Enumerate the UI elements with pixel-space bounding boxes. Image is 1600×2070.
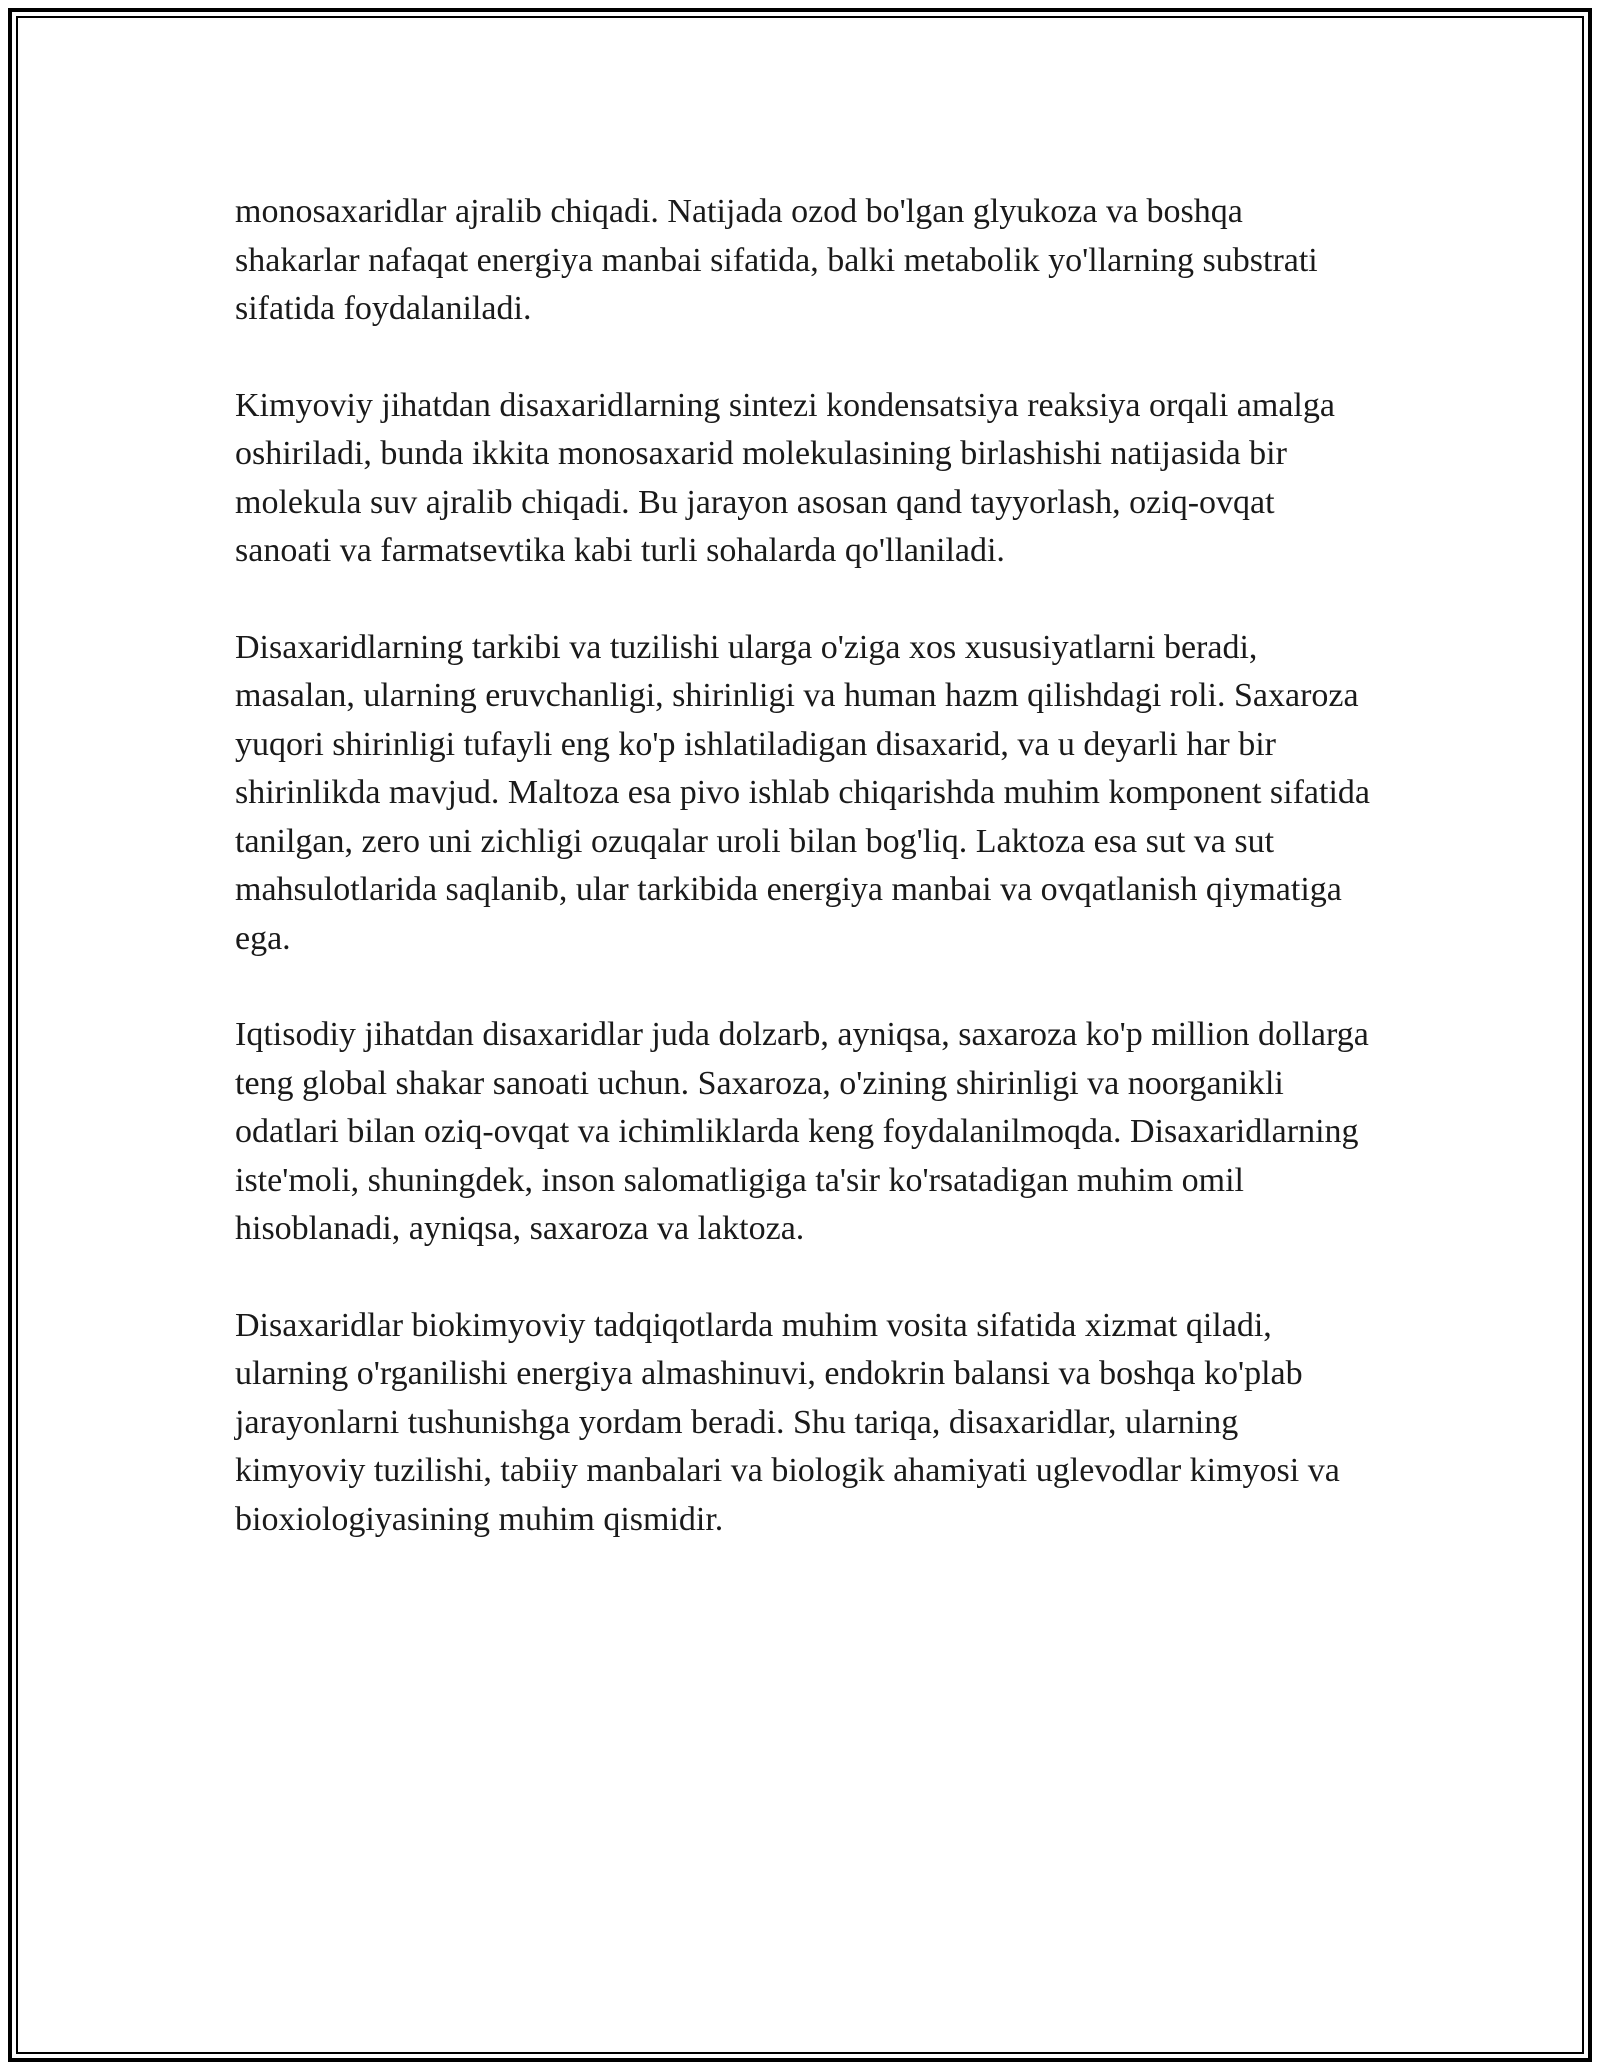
document-body bbox=[235, 188, 1370, 1544]
paragraph-5: Disaxaridlar biokimyoviy tadqiqotlarda muhim vosita sifatida xizmat qiladi, ularning o'rganilishi energiya almashinuvi, endokrin balansi va boshqa ko'plab jarayonlarni tushunishga yordam beradi. Shu tariqa, disaxaridlar, ularning kimyoviy tuzilishi, tabiiy manbalari va biologik ahamiyati uglevodlar kimyosi va bioxiologiyasining muhim qismidir. bbox=[235, 1306, 1340, 1538]
paragraph-1: monosaxaridlar ajralib chiqadi. Natijada ozod bo'lgan glyukoza va boshqa shakarlar nafaqat energiya manbai sifatida, balki metabolik yo'llarning substrati sifatida foydalaniladi. bbox=[235, 193, 1318, 327]
paragraph-4: Iqtisodiy jihatdan disaxaridlar juda dolzarb, ayniqsa, saxaroza ko'p million dollarga teng global shakar sanoati uchun. Saxaroza, o'zining shirinligi va noorganikli odatlari bilan oziq-ovqat va ichimliklarda keng foydalanilmoqda. Disaxaridlarning iste'moli, shuningdek, inson salomatligiga ta'sir ko'rsatadigan muhim omil hisoblanadi, ayniqsa, saxaroza va laktoza. bbox=[235, 1016, 1369, 1247]
paragraph-2: Kimyoviy jihatdan disaxaridlarning sintezi kondensatsiya reaksiya orqali amalga oshiriladi, bunda ikkita monosaxarid molekulasining birlashishi natijasida bir molekula suv ajralib chiqadi. Bu jarayon asosan qand tayyorlash, oziq-ovqat sanoati va farmatsevtika kabi turli sohalarda qo'llaniladi. bbox=[235, 386, 1335, 569]
paragraph-3: Disaxaridlarning tarkibi va tuzilishi ularga o'ziga xos xususiyatlarni beradi, masalan, ularning eruvchanligi, shirinligi va human hazm qilishdagi roli. Saxaroza yuqori shirinligi tufayli eng ko'p ishlatiladigan disaxarid, va u deyarli har bir shirinlikda mavjud. Maltoza esa pivo ishlab chiqarishda muhim komponent sifatida tanilgan, zero uni zichligi ozuqalar uroli bilan bog'liq. Laktoza esa sut va sut mahsulotlarida saqlanib, ular tarkibida energiya manbai va ovqatlanish qiymatiga ega. bbox=[235, 628, 1370, 957]
